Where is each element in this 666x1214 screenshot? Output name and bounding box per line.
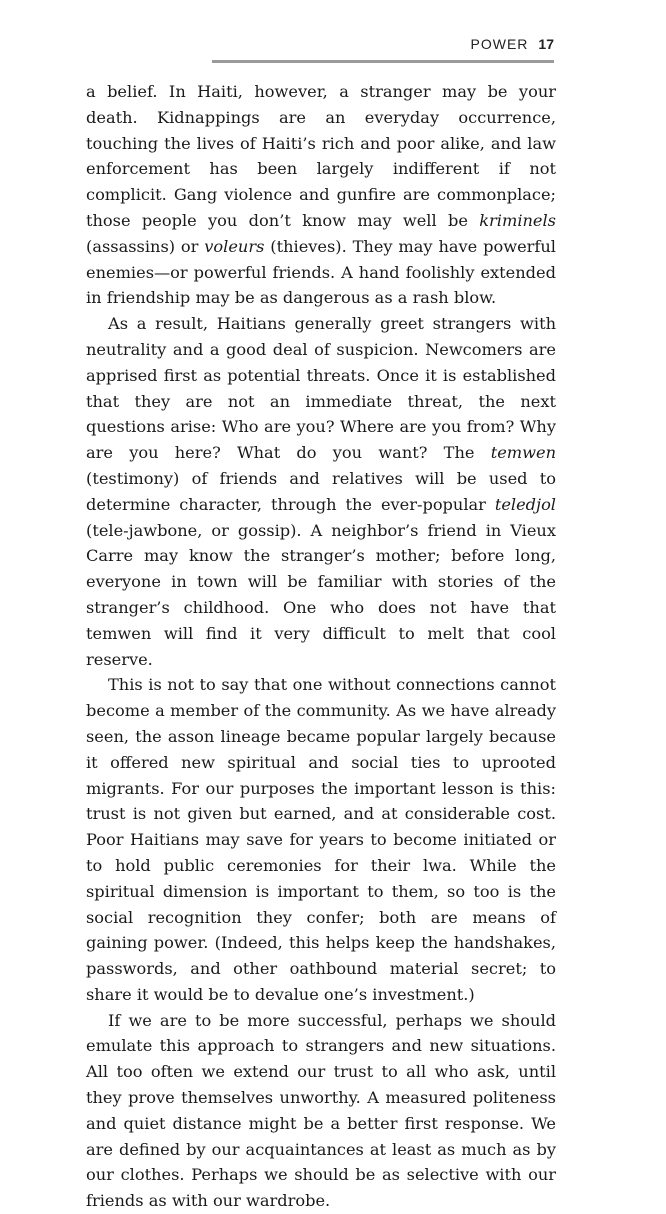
paragraph-3: This is not to say that one without connections cannot become a member of the community. As we have already seen, the asson lineage became popular largely because it offered new spiritual and social ties to uprooted migrants. For our purposes the important lesson is this: trust is not given but earned, and at considerable cost. Poor Haitians may save for years to become initiated or to hold public ceremonies for their lwa. While the spiritual dimension is important to them, so too is the social recognition they confer; both are means of gaining power. (Indeed, this helps keep the handshakes, passwords, and other oathbound material secret; to share it would be to devalue one’s investment.) <box>86 675 556 1004</box>
header-rule <box>212 60 554 63</box>
running-head <box>0 36 554 52</box>
paragraph-2-text-3: (tele-jawbone, or gossip). A neighbor’s friend in Vieux Carre may know the stranger’s mother; before long, everyone in town will be familiar with stories of the stranger’s childhood. One who does not have that temwen will find it very difficult to melt that cool reserve. <box>86 520 556 669</box>
paragraph-2-text-2: (testimony) of friends and relatives will be used to determine character, through the ever-popular <box>86 468 556 514</box>
paragraph-1-text-3: (thieves). They may have powerful enemies—or powerful friends. A hand foolishly extended in friendship may be as dangerous as a rash blow. <box>86 236 556 308</box>
paragraph-1-text-1: a belief. In Haiti, however, a stranger may be your death. Kidnappings are an everyday occurrence, touching the lives of Haiti’s rich and poor alike, and law enforcement has been largely indifferent if not complicit. Gang violence and gunfire are commonplace; those people you don’t know may well be <box>86 82 556 230</box>
term-teledjol: teledjol <box>494 494 556 514</box>
paragraph-1 <box>86 79 556 311</box>
paragraph-2-text-1: As a result, Haitians generally greet strangers with neutrality and a good deal of suspicion. Newcomers are apprised first as potential threats. Once it is established that they are not an immediate threat, the next questions arise: Who are you? Where are you from? Why are you here? What do you want? The <box>86 314 556 463</box>
page-number: 17 <box>538 36 554 52</box>
paragraph-2 <box>86 311 556 672</box>
body-text <box>86 79 556 1214</box>
term-voleurs: voleurs <box>204 236 265 256</box>
term-kriminels: kriminels <box>479 210 556 230</box>
section-title: POWER <box>470 36 529 52</box>
term-temwen: temwen <box>490 443 556 463</box>
paragraph-1-text-2: (assassins) or <box>86 236 205 256</box>
paragraph-4: If we are to be more successful, perhaps we should emulate this approach to strangers and new situations. All too often we extend our trust to all who ask, until they prove themselves unworthy. A measured politeness and quiet distance might be a better first response. We are defined by our acquaintances at least as much as by our clothes. Perhaps we should be as selective with our friends as with our wardrobe. <box>86 1010 556 1211</box>
